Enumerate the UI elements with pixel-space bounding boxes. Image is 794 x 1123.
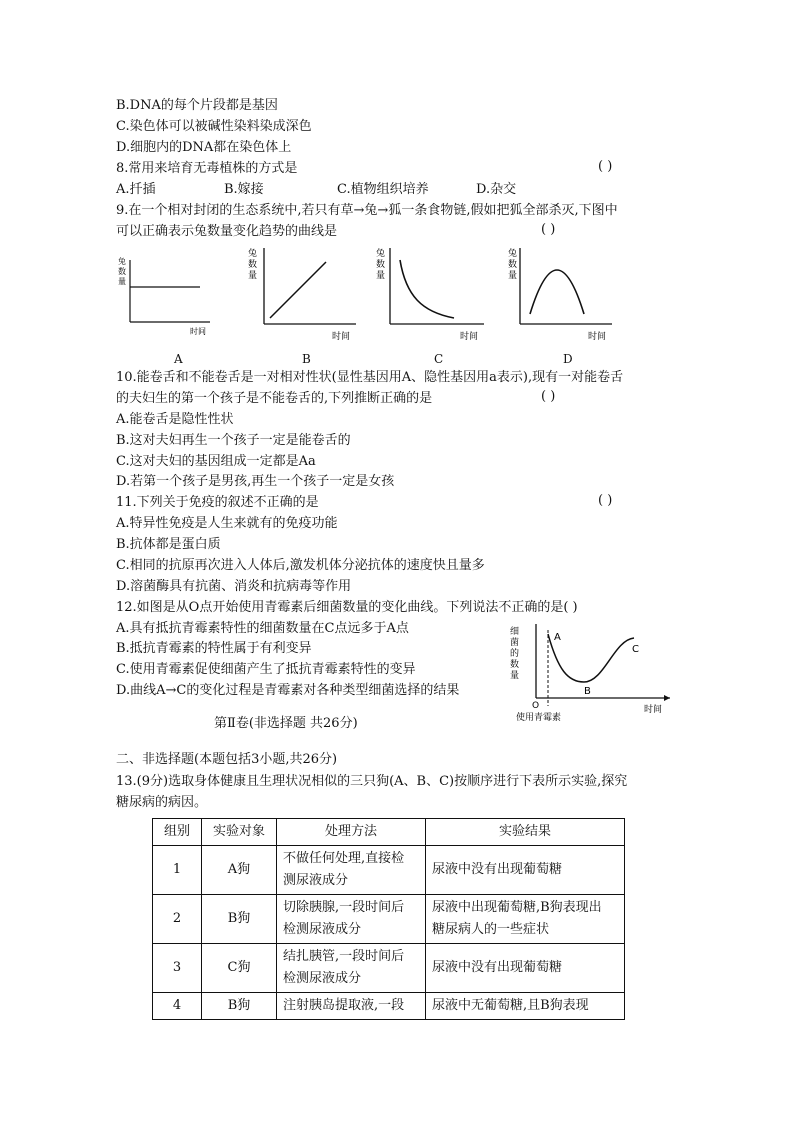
q9-graph-d-letter: D (563, 352, 573, 366)
q8-option-b: B.嫁接 (224, 182, 264, 197)
q9-graph-a-xlabel: 时间 (190, 327, 206, 336)
q11-answer-paren: ( ) (598, 493, 613, 508)
row-3-group: 3 (153, 944, 202, 993)
q9-graph-d-ylabel-1: 兔 (508, 249, 518, 259)
q12-graph-ylabel-5: 量 (510, 671, 520, 681)
header-group: 组别 (153, 819, 202, 846)
q8-answer-paren: ( ) (598, 159, 613, 174)
q13-stem-line2: 糖尿病的病因。 (116, 795, 208, 810)
row-2-method (277, 895, 426, 944)
q9-graph-a (110, 252, 220, 340)
section-2-heading: 二、非选择题(本题包括3小题,共26分) (116, 752, 338, 767)
volume-2-title: 第Ⅱ卷(非选择题 共26分) (214, 716, 358, 731)
q12-option-b: B.抵抗青霉素的特性属于有利变异 (116, 641, 312, 656)
q8-option-d: D.杂交 (476, 182, 517, 197)
q9-graph-b-ylabel-3: 量 (248, 271, 258, 281)
q7-option-d: D.细胞内的DNA都在染色体上 (116, 140, 292, 155)
q12-option-a: A.具有抵抗青霉素特性的细菌数量在C点远多于A点 (116, 621, 409, 636)
row-3-method-line1: 结扎胰管,一段时间后 (283, 949, 405, 964)
table-row (153, 846, 625, 895)
q9-graph-b-ylabel-2: 数 (248, 260, 258, 270)
q9-graph-b-xlabel: 时间 (332, 332, 351, 342)
row-1-method-line2: 测尿液成分 (283, 873, 349, 888)
row-3-method (277, 944, 426, 993)
row-4-method-line1: 注射胰岛提取液,一段 (283, 998, 405, 1013)
row-3-subject: C狗 (202, 944, 277, 993)
q9-graph-a-ylabel-2: 数 (118, 267, 126, 276)
q7-option-b: B.DNA的每个片段都是基因 (116, 98, 278, 113)
q10-option-d: D.若第一个孩子是男孩,再生一个孩子一定是女孩 (116, 474, 395, 489)
q9-graph-b-ylabel-1: 兔 (248, 249, 258, 259)
q12-graph-ylabel-3: 的 (510, 649, 520, 659)
table-row (153, 993, 625, 1020)
row-1-method (277, 846, 426, 895)
q12-graph-point-a: A (554, 632, 561, 643)
row-2-result (426, 895, 625, 944)
row-3-method-line2: 检测尿液成分 (283, 971, 362, 986)
row-1-result-line1: 尿液中没有出现葡萄糖 (432, 862, 563, 877)
q12-graph-xlabel: 时间 (644, 705, 663, 715)
q9-graph-b (240, 244, 358, 344)
q9-answer-paren: ( ) (541, 222, 556, 237)
q8-option-c: C.植物组织培养 (337, 182, 429, 197)
q9-graph-b-letter: B (302, 352, 311, 366)
q9-graph-b-curve (270, 262, 326, 318)
q11-option-a: A.特异性免疫是人生来就有的免疫功能 (116, 516, 338, 531)
q12-graph-point-c: C (632, 644, 639, 655)
q9-graph-c-curve (400, 260, 454, 318)
q9-graph-d-ylabel-2: 数 (508, 260, 518, 270)
row-4-group: 4 (153, 993, 202, 1020)
table-row (153, 944, 625, 993)
table-row (153, 895, 625, 944)
row-1-group: 1 (153, 846, 202, 895)
q10-stem-line1: 10.能卷舌和不能卷舌是一对相对性状(显性基因用A、隐性基因用a表示),现有一对能卷舌 (116, 370, 624, 385)
q9-graph-c-ylabel-1: 兔 (376, 249, 386, 259)
q8-option-a: A.扦插 (116, 182, 156, 197)
row-3-result-line1: 尿液中没有出现葡萄糖 (432, 960, 563, 975)
row-4-subject: B狗 (202, 993, 277, 1020)
header-result: 实验结果 (426, 819, 625, 846)
row-2-method-line1: 切除胰腺,一段时间后 (283, 900, 405, 915)
q9-graph-a-letter: A (174, 352, 183, 366)
q12-stem: 12.如图是从O点开始使用青霉素后细菌数量的变化曲线。下列说法不正确的是( ) (116, 600, 578, 615)
q11-stem: 11.下列关于免疫的叙述不正确的是 (116, 495, 319, 510)
q10-option-b: B.这对夫妇再生一个孩子一定是能卷舌的 (116, 433, 351, 448)
experiment-table (152, 818, 625, 1020)
q12-graph-ylabel-4: 数 (510, 660, 520, 670)
header-subject: 实验对象 (202, 819, 277, 846)
q9-graph-c-letter: C (434, 352, 444, 366)
q12-option-d: D.曲线A→C的变化过程是青霉素对各种类型细菌选择的结果 (116, 683, 460, 698)
q12-graph-origin: O (532, 701, 540, 711)
q12-option-c: C.使用青霉素促使细菌产生了抵抗青霉素特性的变异 (116, 662, 416, 677)
q9-graph-d-curve (530, 270, 584, 314)
q9-graph-c-xlabel: 时间 (460, 332, 479, 342)
q12-graph-x-arrow (664, 695, 670, 701)
q9-graph-c-ylabel-2: 数 (376, 260, 386, 270)
q7-option-c: C.染色体可以被碱性染料染成深色 (116, 119, 312, 134)
q9-stem-line1: 9.在一个相对封闭的生态系统中,若只有草→兔→狐一条食物链,假如把狐全部杀灭,下图中 (116, 203, 618, 218)
q9-graph-d-xlabel: 时间 (588, 332, 607, 342)
row-2-method-line2: 检测尿液成分 (283, 922, 362, 937)
row-1-subject: A狗 (202, 846, 277, 895)
row-3-result (426, 944, 625, 993)
row-1-method-line1: 不做任何处理,直接检 (283, 851, 405, 866)
table-header-row (153, 819, 625, 846)
q10-option-a: A.能卷舌是隐性性状 (116, 412, 234, 427)
q9-graph-c (370, 244, 488, 344)
q12-graph-curve (548, 634, 634, 682)
q9-stem-line2: 可以正确表示兔数量变化趋势的曲线是 (116, 224, 338, 239)
q9-graph-d-ylabel-3: 量 (508, 271, 518, 281)
q13-stem-line1: 13.(9分)选取身体健康且生理状况相似的三只狗(A、B、C)按顺序进行下表所示实验,探究 (116, 774, 628, 789)
header-method: 处理方法 (277, 819, 426, 846)
row-2-group: 2 (153, 895, 202, 944)
row-2-subject: B狗 (202, 895, 277, 944)
row-4-result (426, 993, 625, 1020)
q11-option-c: C.相同的抗原再次进入人体后,激发机体分泌抗体的速度快且量多 (116, 558, 485, 573)
q9-graph-a-ylabel-1: 兔 (118, 257, 126, 266)
q11-option-d: D.溶菌酶具有抗菌、消炎和抗病毒等作用 (116, 579, 352, 594)
q8-stem: 8.常用来培育无毒植株的方式是 (116, 161, 298, 176)
q12-graph-ylabel-1: 细 (510, 627, 520, 637)
q9-graph-a-ylabel-3: 量 (118, 277, 126, 286)
q11-option-b: B.抗体都是蛋白质 (116, 537, 221, 552)
q10-answer-paren: ( ) (541, 389, 556, 404)
q12-graph-marker-label: 使用青霉素 (516, 713, 562, 723)
q10-option-c: C.这对夫妇的基因组成一定都是Aa (116, 454, 316, 469)
q12-graph-point-b: B (584, 686, 591, 697)
row-4-method (277, 993, 426, 1020)
q9-graph-d (500, 244, 618, 344)
q12-bacteria-graph (506, 620, 674, 724)
row-1-result (426, 846, 625, 895)
q9-graph-c-ylabel-3: 量 (376, 271, 386, 281)
q12-graph-ylabel-2: 菌 (510, 638, 520, 648)
row-4-result-line1: 尿液中无葡萄糖,且B狗表现 (432, 998, 589, 1013)
row-2-result-line2: 糖尿病人的一些症状 (432, 922, 550, 937)
q10-stem-line2: 的夫妇生的第一个孩子是不能卷舌的,下列推断正确的是 (116, 391, 433, 406)
row-2-result-line1: 尿液中出现葡萄糖,B狗表现出 (432, 900, 602, 915)
